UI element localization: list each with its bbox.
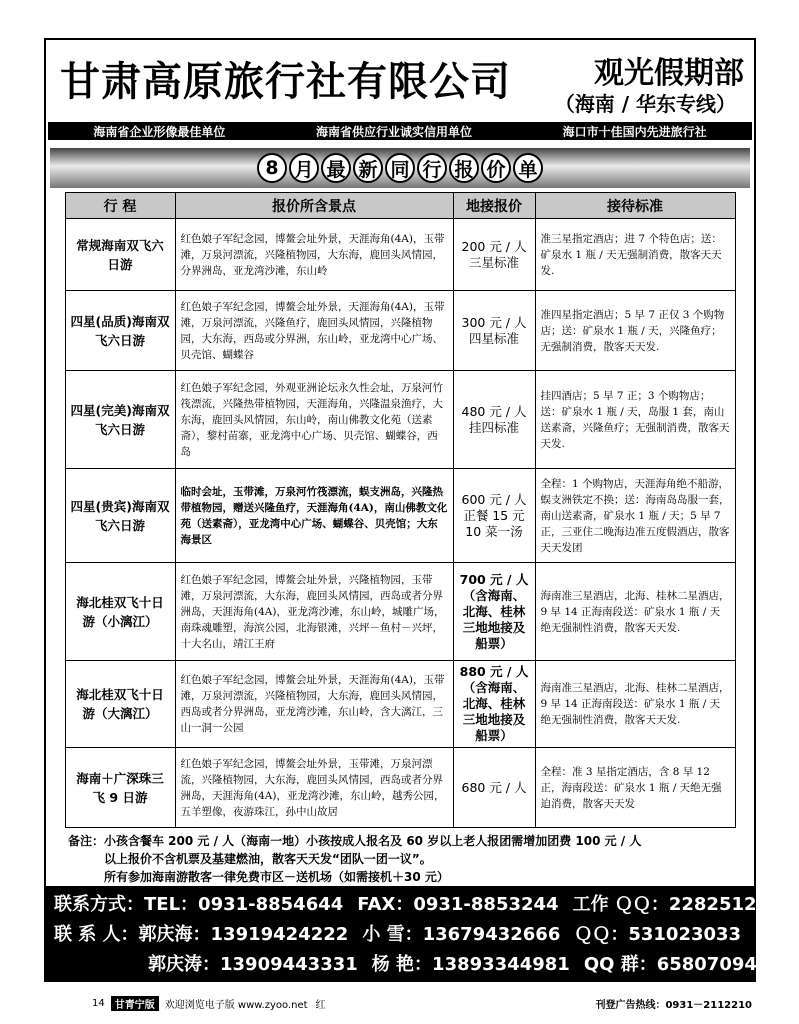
sights-cell: 红色娘子军纪念园，博鳌会址外景，天涯海角(4A)，玉带滩，万泉河漂流，兴隆植物园，大东海，鹿回头风情园，分界洲岛，亚龙湾沙滩，东山岭 [175,219,453,291]
sights-cell: 红色娘子军纪念园，博鳌会址外景，天涯海角(4A)，玉带滩，万泉河漂流，兴隆植物园，大东海，鹿回头风情园，西岛或者分界洲岛，亚龙湾沙滩，东山岭，含大漓江，三山一洞一公园 [175,661,453,748]
table-row [65,469,735,563]
standard-cell: 准三星指定酒店；进 7 个特色店；送：矿泉水 1 瓶 / 天无强制消费，散客天天发. [535,219,735,291]
honors-bar [48,122,752,140]
contact-person: 小 雪：13679432666 [362,924,561,945]
tour-name: 四星(完美)海南双飞六日游 [65,371,175,469]
edition-mark: 红 [315,1000,326,1011]
contact-qq: ＱＱ：531023033 [574,924,742,945]
contact-person: 杨 艳：13893344981 [371,954,570,975]
tour-name: 海南＋广深珠三飞 9 日游 [65,748,175,828]
website-link[interactable]: 欢迎浏览电子版 www.zyoo.net [164,1000,308,1011]
banner-char: 行 [417,153,447,183]
page-number: 14 [92,998,105,1009]
column-header: 报价所含景点 [175,193,453,219]
sights-cell: 红色娘子军纪念园，外观亚洲论坛永久性会址，万泉河竹筏漂流，兴隆热带植物园，天涯海角，兴隆温泉渔疗，大东海，鹿回头风情园，东山岭，南山佛教文化苑（送素斋），黎村苗寨，亚龙湾中心广场、贝壳馆、蝴蝶谷，西岛 [175,371,453,469]
standard-cell: 全程：1 个购物店，天涯海角绝不船游，蜈支洲铁定不换；送：海南岛岛服一套，南山送素斋，矿泉水 1 瓶 / 天；5 早 7 正，三亚住二晚海边准五度假酒店，散客天天发团 [535,469,735,563]
contact-line [54,890,782,920]
remarks [46,828,754,886]
tour-name: 四星(贵宾)海南双飞六日游 [65,469,175,563]
price-cell: 480 元 / 人挂四标准 [453,371,535,469]
sights-cell: 红色娘子军纪念园，博鳌会址外景，天涯海角(4A)，玉带滩，万泉河漂流，兴隆鱼疗，鹿回头风情园，兴隆植物园，大东海，西岛或分界洲，东山岭，亚龙湾中心广场、贝壳馆、蝴蝶谷 [175,291,453,371]
column-header: 行 程 [65,193,175,219]
honor-item: 海口市十佳国内先进旅行社 [562,124,707,139]
standard-cell: 海南准三星酒店，北海、桂林二星酒店，9 早 14 正海南段送：矿泉水 1 瓶 / 天绝无强制性消费，散客天天发. [535,661,735,748]
tour-name: 四星(品质)海南双飞六日游 [65,291,175,371]
banner-char: 新 [353,153,383,183]
edition-tag: 甘青宁版 [111,996,159,1011]
standard-cell: 全程：准 3 星指定酒店，含 8 早 12 正，海南段送：矿泉水 1 瓶 / 天绝无强迫消费，散客天天发 [535,748,735,828]
ad-hotline: 刊登广告热线：0931－2112210 [595,1000,752,1011]
price-table [65,192,736,828]
banner-char: 报 [449,153,479,183]
sights-cell: 红色娘子军纪念园，博鳌会址外景，兴隆植物园，玉带滩，万泉河漂流，大东海，鹿回头风情园，西岛或者分界洲岛，天涯海角(4A)，亚龙湾沙滩，东山岭，城雕广场，南珠魂雕塑，海滨公园，北海银滩，兴坪－鱼村－兴坪，十大名山，靖江王府 [175,563,453,661]
title-banner [50,148,750,188]
column-header: 地接报价 [453,193,535,219]
price-cell: 880 元 / 人（含海南、北海、桂林三地地接及船票） [453,661,535,748]
tour-name: 海北桂双飞十日游（大漓江） [65,661,175,748]
table-header-row [65,193,735,219]
table-row [65,563,735,661]
price-cell: 700 元 / 人（含海南、北海、桂林三地地接及船票） [453,563,535,661]
contact-line [54,950,757,980]
contact-qq-group: QQ 群：65807094 [583,954,757,975]
remark-line: 所有参加海南游散客一律免费市区－送机场（如需接机＋30 元） [104,870,449,884]
column-header: 接待标准 [535,193,735,219]
honor-item: 海南省供应行业诚实信用单位 [315,124,472,139]
page-footer [92,996,752,1011]
sights-cell: 红色娘子军纪念园，博鳌会址外景，玉带滩，万泉河漂流，兴隆植物园，大东海，鹿回头风情园，西岛或者分界洲岛，天涯海角(4A)，亚龙湾沙滩，东山岭，越秀公园，五羊塑像，夜游珠江，孙中山故居 [175,748,453,828]
price-cell: 300 元 / 人四星标准 [453,291,535,371]
sights-cell: 临时会址，玉带滩，万泉河竹筏漂流，蜈支洲岛，兴隆热带植物园，赠送兴隆鱼疗，天涯海角(4A)，南山佛教文化苑（送素斋），亚龙湾中心广场、蝴蝶谷、贝壳馆；大东海景区 [175,469,453,563]
remark-line: 以上报价不含机票及基建燃油，散客天天发“团队一团一议”。 [104,852,432,866]
tour-name: 常规海南双飞六日游 [65,219,175,291]
standard-cell: 挂四酒店；5 早 7 正；3 个购物店；送：矿泉水 1 瓶 / 天，岛服 1 套，南山送素斋，兴隆鱼疗；无强制消费，散客天天发. [535,371,735,469]
banner-char: 单 [513,153,543,183]
banner-char: 最 [321,153,351,183]
price-cell: 600 元 / 人正餐 15 元10 菜一汤 [453,469,535,563]
contact-fax: FAX：0931-8853244 [357,894,559,915]
contact-qq: 工作 ＱＱ：228251217 [572,894,782,915]
table-row [65,219,735,291]
contact-tel: 联系方式：TEL：0931-8854644 [54,894,344,915]
price-cell: 200 元 / 人三星标准 [453,219,535,291]
header [46,40,754,122]
department-name: 观光假期部 [594,56,744,91]
company-name: 甘肃高原旅行社有限公司 [60,59,511,105]
table-row [65,371,735,469]
banner-char: 同 [385,153,415,183]
standard-cell: 准四星指定酒店；5 早 7 正仅 3 个购物店；送：矿泉水 1 瓶 / 天，兴隆鱼疗；无强制消费，散客天天发. [535,291,735,371]
banner-char: 8 [257,153,287,183]
table-row [65,661,735,748]
advert-page [44,38,782,982]
contact-person: 联 系 人：郭庆海：13919424222 [54,924,349,945]
remark-line: 备注：小孩含餐车 200 元 / 人（海南一地）小孩按成人报名及 60 岁以上老人报团需增加团费 100 元 / 人 [68,834,642,848]
department-subtitle: （海南 / 华东专线） [554,92,736,116]
table-row [65,291,735,371]
contact-line [54,920,746,950]
tour-name: 海北桂双飞十日游（小漓江） [65,563,175,661]
price-cell: 680 元 / 人 [453,748,535,828]
contact-panel [46,886,782,982]
honor-item: 海南省企业形像最佳单位 [93,124,226,139]
contact-person: 郭庆涛：13909443331 [148,954,358,975]
banner-char: 月 [289,153,319,183]
standard-cell: 海南准三星酒店，北海、桂林二星酒店，9 早 14 正海南段送：矿泉水 1 瓶 / 天绝无强制性消费，散客天天发. [535,563,735,661]
banner-char: 价 [481,153,511,183]
table-row [65,748,735,828]
